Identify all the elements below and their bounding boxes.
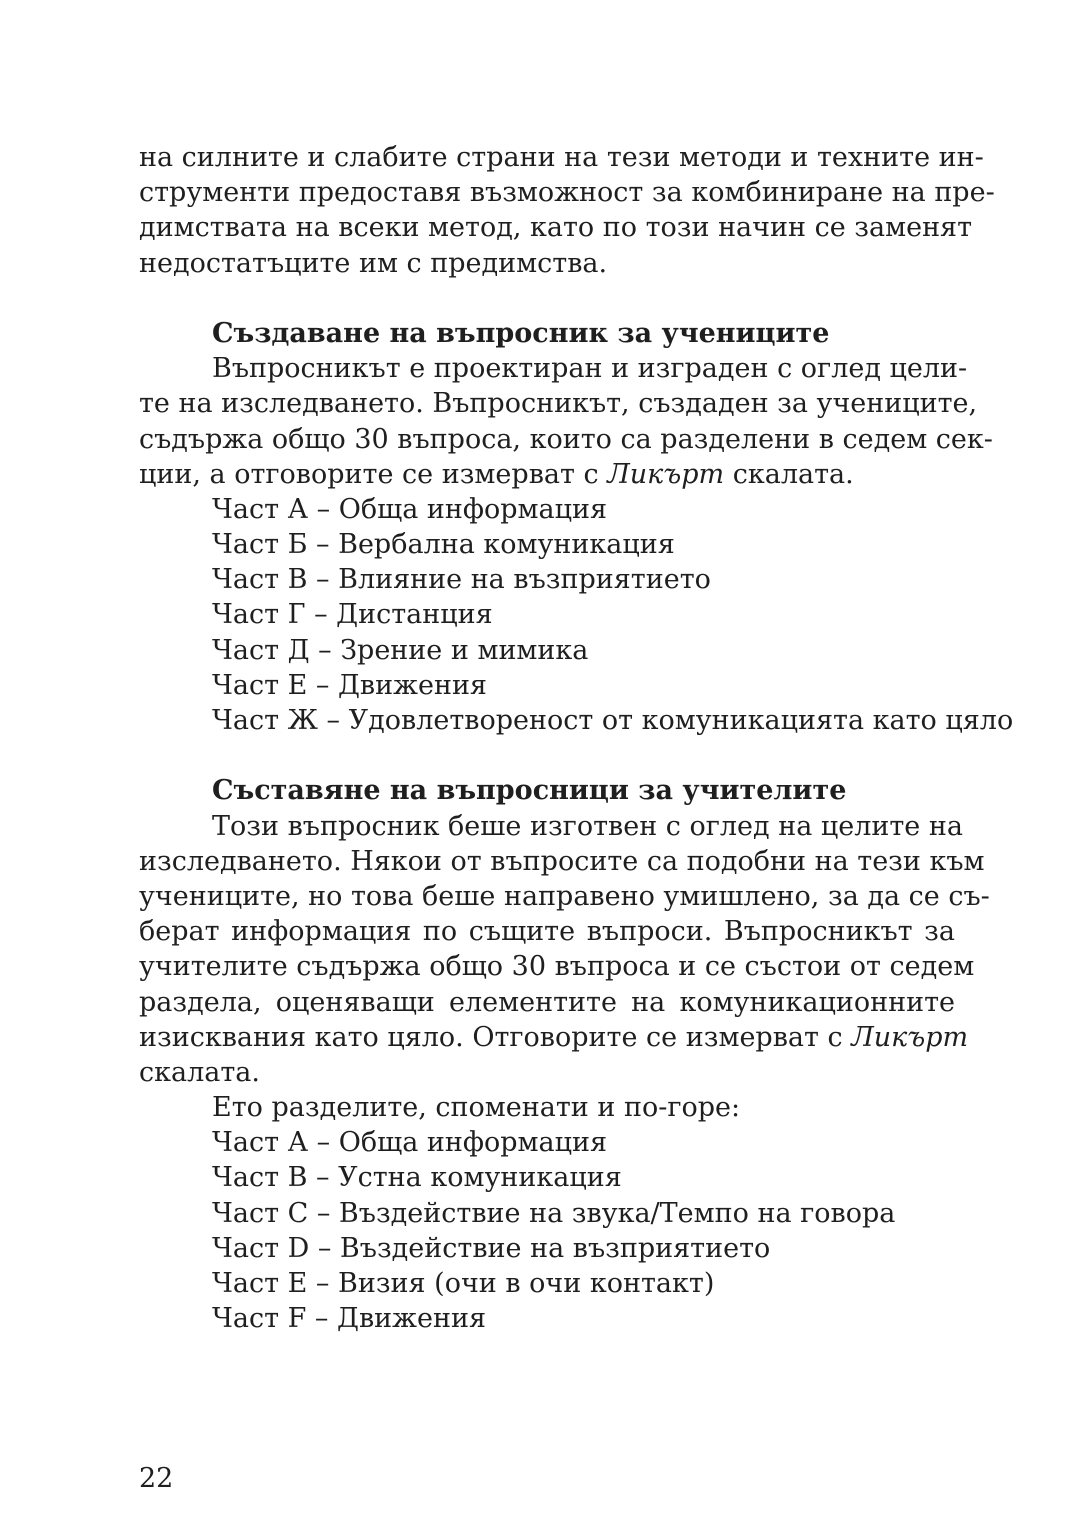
text-line: струменти предоставя възможност за комбиниране на пре-: [139, 177, 995, 209]
list-item: Част C – Въздействие на звука/Темпо на говора: [212, 1197, 896, 1229]
text-line: недостатъците им с предимства.: [139, 247, 608, 279]
spacer: [139, 281, 955, 316]
text-line: [139, 457, 955, 492]
spacer: [139, 738, 955, 773]
text-run: ции, а отговорите се измерват с: [139, 458, 608, 490]
list-item: Част Е – Движения: [212, 669, 487, 701]
section-heading: Създаване на въпросник за учениците: [212, 317, 830, 349]
list-item: Част E – Визия (очи в очи контакт): [212, 1268, 715, 1299]
text-line: те на изследването. Въпросникът, създаден за учениците,: [139, 388, 978, 420]
parts-list-students: [139, 492, 1014, 738]
text-line: берат информация по същите въпроси. Въпросникът за: [139, 916, 955, 948]
page-body: [139, 140, 1014, 1336]
list-item: Част F – Движения: [212, 1303, 486, 1335]
list-item: Част Б – Вербална комуникация: [212, 529, 675, 561]
italic-term: Ликърт: [851, 1021, 969, 1053]
text-line: съдържа общо 30 въпроса, които са разделени в седем сек-: [139, 423, 993, 455]
italic-term: Ликърт: [607, 458, 725, 490]
list-item: Част А – Обща информация: [212, 493, 608, 525]
list-intro: Ето разделите, споменати и по-горе:: [212, 1092, 741, 1124]
section-teachers-questionnaire: [139, 773, 990, 1336]
section-heading: Съставяне на въпросници за учителите: [212, 775, 847, 807]
text-line: изследването. Някои от въпросите са подобни на тези към: [139, 845, 985, 877]
list-item: Част Г – Дистанция: [212, 599, 493, 631]
paragraph-intro: [139, 140, 995, 281]
parts-list-teachers: [139, 1125, 955, 1336]
text-line: раздела, оценяващи елементите на комуникационните: [139, 986, 955, 1018]
list-item: Част B – Устна комуникация: [212, 1162, 622, 1194]
text-line: Този въпросник беше изготвен с оглед на целите на: [212, 810, 963, 842]
text-line: на силните и слабите страни на тези методи и техните ин-: [139, 142, 984, 173]
text-line: учителите съдържа общо 30 въпроса и се състои от седем: [139, 951, 975, 983]
text-line: скалата.: [139, 1056, 260, 1088]
list-item: Част А – Обща информация: [212, 1127, 608, 1159]
text-line: димствата на всеки метод, като по този начин се заменят: [139, 212, 973, 244]
text-run: скалата.: [724, 458, 854, 490]
page-number: 22: [139, 1463, 174, 1494]
list-item: Част Д – Зрение и мимика: [212, 634, 589, 666]
text-line: учениците, но това беше направено умишлено, за да се съ-: [139, 880, 990, 912]
list-item: Част D – Въздействие на възприятието: [212, 1232, 771, 1264]
text-line: Въпросникът е проектиран и изграден с оглед цели-: [212, 353, 968, 385]
text-line: [139, 1020, 969, 1055]
list-item: Част В – Влияние на възприятието: [212, 564, 711, 596]
section-students-questionnaire: [139, 316, 1014, 738]
text-run: изисквания като цяло. Отговорите се измерват с: [139, 1021, 852, 1053]
list-item: Част Ж – Удовлетвореност от комуникацията като цяло: [212, 705, 1014, 736]
